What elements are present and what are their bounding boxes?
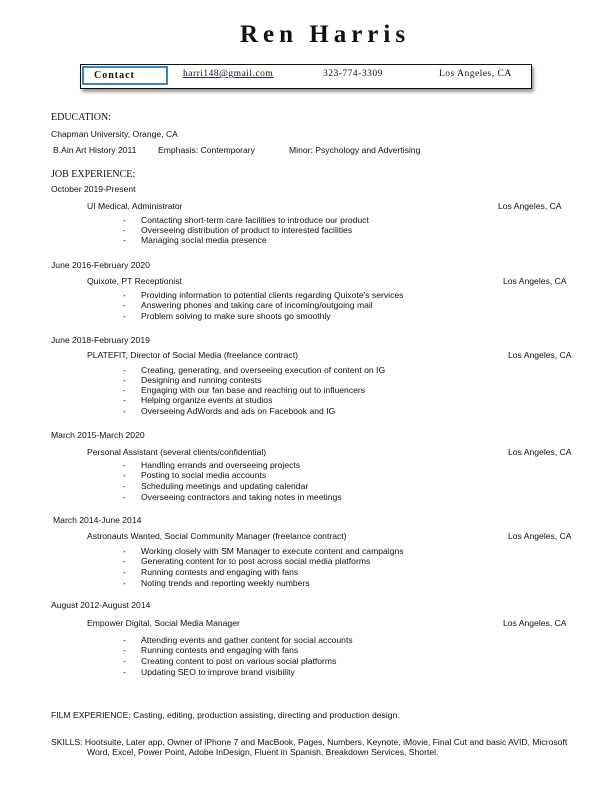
bullet-dash-icon: - (123, 567, 126, 577)
job-bullet: Contacting short-term care facilities to introduce our product (141, 215, 369, 225)
job-bullet: Running contests and engaging with fans (141, 645, 299, 655)
bullet-dash-icon: - (123, 546, 126, 556)
bullet-dash-icon: - (123, 635, 126, 645)
job-bullet: Scheduling meetings and updating calendar (141, 481, 309, 491)
bullet-dash-icon: - (123, 492, 126, 502)
job-title: Empower Digital, Social Media Manager (87, 618, 240, 628)
bullet-dash-icon: - (123, 470, 126, 480)
bullet-dash-icon: - (123, 460, 126, 470)
job-bullet: Creating content to post on various social platforms (141, 656, 337, 666)
job-title: Astronauts Wanted, Social Community Manager (freelance contract) (87, 531, 347, 541)
job-bullet: Generating content for to post across social media platforms (141, 556, 371, 566)
job-title: PLATEFIT, Director of Social Media (freelance contract) (87, 350, 298, 360)
bullet-dash-icon: - (123, 667, 126, 677)
job-location: Los Angeles, CA (503, 276, 567, 286)
contact-label: Contact (82, 66, 168, 85)
bullet-dash-icon: - (123, 311, 126, 321)
contact-location: Los Angeles, CA (439, 69, 512, 79)
job-bullet: Handling errands and overseeing projects (141, 460, 301, 470)
job-title: UI Medical, Administrator (87, 201, 183, 211)
bullet-dash-icon: - (123, 385, 126, 395)
bullet-dash-icon: - (123, 406, 126, 416)
bullet-dash-icon: - (123, 215, 126, 225)
bullet-dash-icon: - (123, 225, 126, 235)
bullet-dash-icon: - (123, 235, 126, 245)
job-location: Los Angeles, CA (508, 447, 572, 457)
job-bullet: Posting to social media accounts (141, 470, 267, 480)
job-bullet: Managing social media presence (141, 235, 267, 245)
job-location: Los Angeles, CA (503, 618, 567, 628)
job-bullet: Working closely with SM Manager to execute content and campaigns (141, 546, 404, 556)
job-bullet: Updating SEO to improve brand visibility (141, 667, 295, 677)
job-bullet: Overseeing distribution of product to interested facilities (141, 225, 353, 235)
contact-phone: 323-774-3309 (323, 69, 383, 79)
job-dates: March 2015-March 2020 (51, 430, 145, 440)
job-title: Personal Assistant (several clients/confidential) (87, 447, 267, 457)
job-location: Los Angeles, CA (498, 201, 562, 211)
contact-email-link[interactable]: harri148@gmail.com (183, 69, 274, 79)
education-emphasis: Emphasis: Contemporary (158, 145, 255, 155)
job-bullet: Designing and running contests (141, 375, 262, 385)
education-degree: B.Ain Art History 2011 (53, 145, 137, 155)
job-experience-heading: JOB EXPERIENCE: (51, 169, 136, 180)
bullet-dash-icon: - (123, 656, 126, 666)
job-location: Los Angeles, CA (508, 350, 572, 360)
job-location: Los Angeles, CA (508, 531, 572, 541)
job-dates: June 2016-February 2020 (51, 260, 150, 270)
job-dates: October 2019-Present (51, 184, 136, 194)
job-dates: June 2018-February 2019 (51, 335, 150, 345)
bullet-dash-icon: - (123, 365, 126, 375)
bullet-dash-icon: - (123, 481, 126, 491)
job-bullet: Overseeing contractors and taking notes in meetings (141, 492, 342, 502)
skills-line-2: Word, Excel, Power Point, Adobe InDesign, Fluent in Spanish, Breakdown Services, Shortel. (87, 747, 439, 757)
film-experience: FILM EXPERIENCE: Casting, editing, production assisting, directing and production design. (51, 710, 400, 720)
job-dates: August 2012-August 2014 (51, 600, 151, 610)
education-school: Chapman University, Orange, CA (51, 129, 178, 139)
job-bullet: Attending events and gather content for social accounts (141, 635, 353, 645)
job-bullet: Problem solving to make sure shoots go smoothly (141, 311, 331, 321)
job-bullet: Creating, generating, and overseeing execution of content on IG (141, 365, 386, 375)
education-minor: Minor: Psychology and Advertising (289, 145, 421, 155)
job-bullet: Answering phones and taking care of incoming/outgoing mail (141, 300, 373, 310)
job-bullet: Overseeing AdWords and ads on Facebook and IG (141, 406, 336, 416)
education-heading: EDUCATION: (51, 112, 111, 123)
job-bullet: Helping organize events at studios (141, 395, 273, 405)
job-bullet: Engaging with our fan base and reaching out to influencers (141, 385, 366, 395)
skills-line-1: SKILLS: Hootsuite, Later app, Owner of iPhone 7 and MacBook, Pages, Numbers, Keynote, iMovie, Final Cut and basic AVID, Microsoft (51, 737, 568, 747)
job-bullet: Providing information to potential clients regarding Quixote's services (141, 290, 404, 300)
job-bullet: Noting trends and reporting weekly numbers (141, 578, 310, 588)
bullet-dash-icon: - (123, 556, 126, 566)
job-dates: March 2014-June 2014 (53, 515, 142, 525)
bullet-dash-icon: - (123, 375, 126, 385)
bullet-dash-icon: - (123, 578, 126, 588)
resume-name: Ren Harris (239, 21, 411, 48)
job-title: Quixote, PT Receptionist (87, 276, 182, 286)
job-bullet: Running contests and engaging with fans (141, 567, 299, 577)
bullet-dash-icon: - (123, 300, 126, 310)
bullet-dash-icon: - (123, 645, 126, 655)
bullet-dash-icon: - (123, 395, 126, 405)
contact-bar (80, 64, 532, 89)
bullet-dash-icon: - (123, 290, 126, 300)
